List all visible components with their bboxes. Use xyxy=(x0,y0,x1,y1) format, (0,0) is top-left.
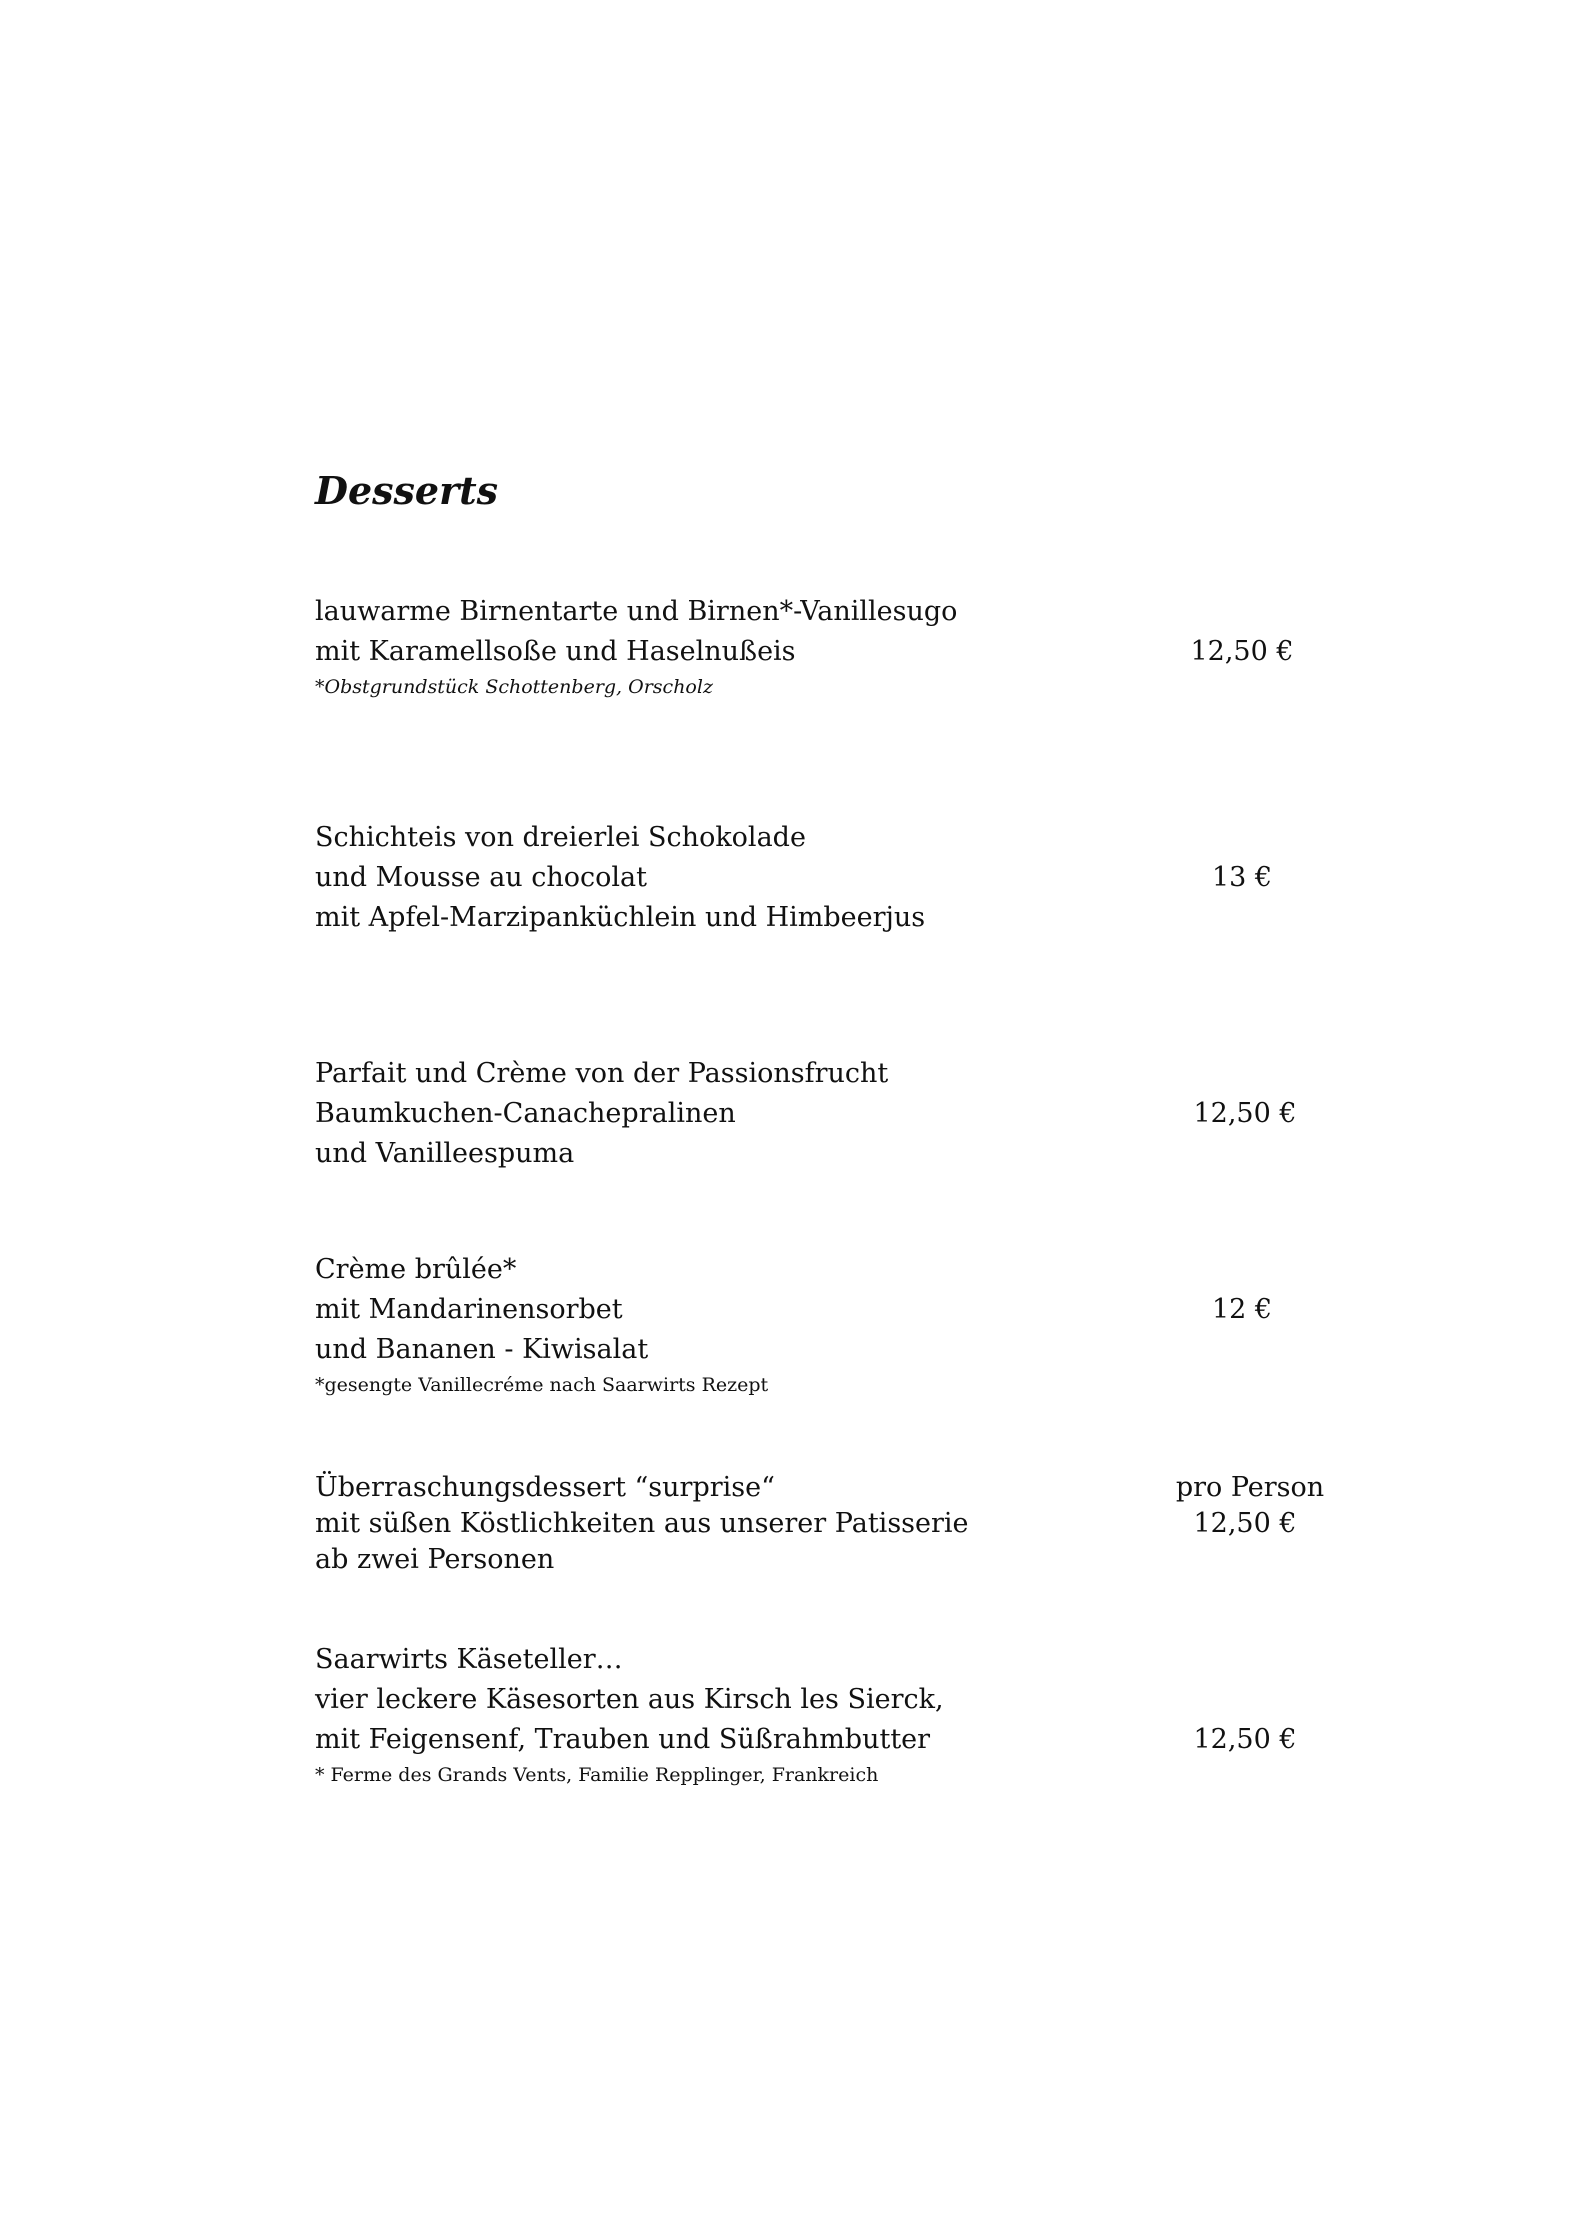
dish-description-line: Schichteis von dreierlei Schokolade xyxy=(315,822,806,853)
dish-description-line: ab zwei Personen xyxy=(315,1544,555,1575)
dish-price: 12,50 € xyxy=(1193,1724,1297,1755)
dish-description-line: Überraschungsdessert “surprise“ xyxy=(315,1472,775,1503)
dish-description-line: und Bananen - Kiwisalat xyxy=(315,1334,649,1365)
dish-description-line: Parfait und Crème von der Passionsfrucht xyxy=(315,1058,889,1089)
dish-price-label: pro Person xyxy=(1175,1472,1325,1503)
dish-price: 12,50 € xyxy=(1193,1508,1297,1539)
dish-description-line: Baumkuchen-Canachepralinen xyxy=(315,1098,736,1129)
dish-description-line: lauwarme Birnentarte und Birnen*-Vanillesugo xyxy=(315,596,958,627)
dish-footnote: * Ferme des Grands Vents, Familie Repplinger, Frankreich xyxy=(315,1764,879,1786)
dish-description-line: mit süßen Köstlichkeiten aus unserer Patisserie xyxy=(315,1508,969,1539)
dish-description-line: und Vanilleespuma xyxy=(315,1138,575,1169)
dish-description-line: Crème brûlée* xyxy=(315,1254,517,1285)
dish-price: 13 € xyxy=(1211,862,1273,893)
dish-price: 12 € xyxy=(1211,1294,1273,1325)
dish-price: 12,50 € xyxy=(1190,636,1294,667)
dish-description-line: mit Mandarinensorbet xyxy=(315,1294,623,1325)
dish-description-line: und Mousse au chocolat xyxy=(315,862,648,893)
dish-price: 12,50 € xyxy=(1193,1098,1297,1129)
dish-footnote: *Obstgrundstück Schottenberg, Orscholz xyxy=(315,676,713,698)
dish-footnote: *gesengte Vanillecréme nach Saarwirts Rezept xyxy=(315,1374,769,1396)
dish-description-line: mit Karamellsoße und Haselnußeis xyxy=(315,636,796,667)
dish-description-line: Saarwirts Käseteller… xyxy=(315,1644,623,1675)
dish-description-line: vier leckere Käsesorten aus Kirsch les Sierck, xyxy=(315,1684,944,1715)
dessert-item xyxy=(315,1640,1415,1790)
dish-description-line: mit Feigensenf, Trauben und Süßrahmbutter xyxy=(315,1724,931,1755)
page-title: Desserts xyxy=(315,468,499,513)
dish-description-line: mit Apfel-Marzipanküchlein und Himbeerjus xyxy=(315,902,926,933)
